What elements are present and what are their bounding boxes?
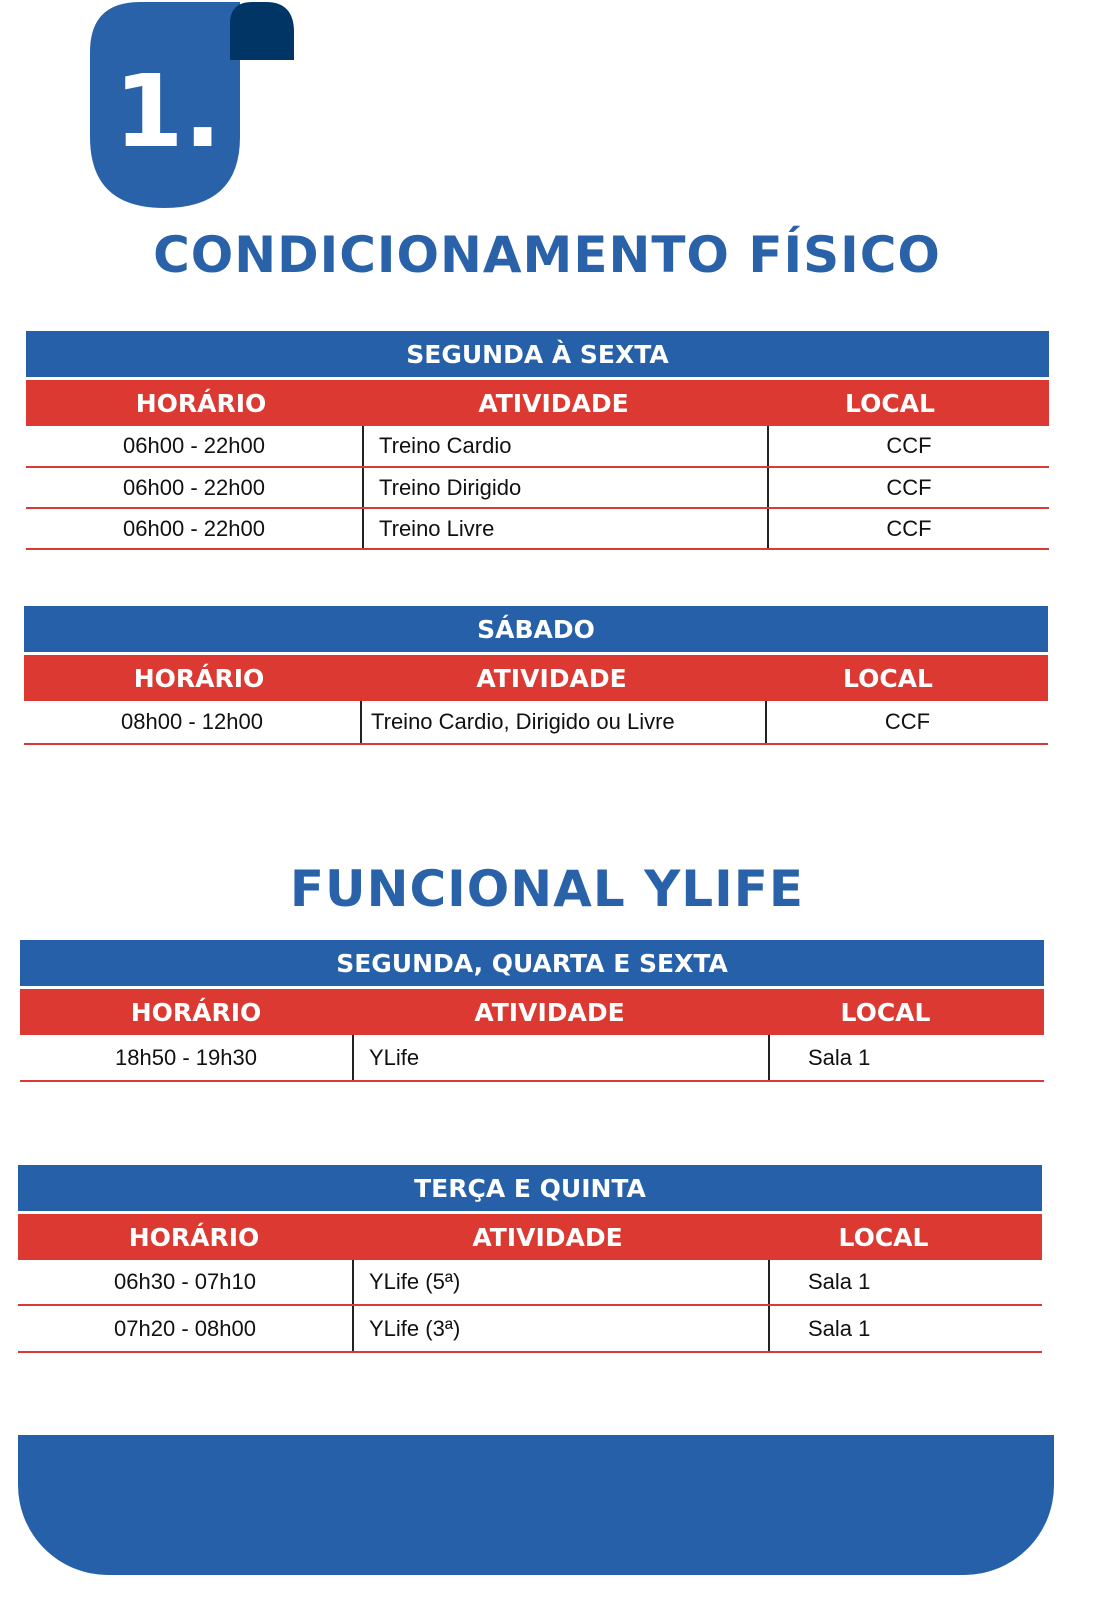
column-header-row [18,1214,1042,1260]
cell-horario: 06h00 - 22h00 [123,433,265,458]
badge-number: 1. [114,53,222,170]
table-row [26,468,1049,509]
table-row [26,426,1049,468]
column-header-horario: HORÁRIO [128,1222,260,1252]
table-row [26,509,1049,550]
column-header-local: LOCAL [843,663,933,693]
cell-local: CCF [765,701,1048,743]
cell-local: Sala 1 [768,1035,1044,1080]
column-header-row [20,989,1044,1035]
column-header-local: LOCAL [840,997,931,1027]
schedule-table-segunda-sexta [26,331,1049,550]
cell-local: Sala 1 [768,1306,1042,1351]
cell-atividade: Treino Cardio [362,426,767,466]
table-row [18,1260,1042,1306]
cell-horario: 06h00 - 22h00 [123,515,265,541]
footer-band [18,1435,1054,1575]
column-header-atividade: ATIVIDADE [472,1222,623,1252]
section-title-funcional: FUNCIONAL YLIFE [289,860,805,918]
column-header-atividade: ATIVIDADE [476,663,627,693]
column-header-atividade: ATIVIDADE [478,388,629,418]
cell-horario: 06h00 - 22h00 [123,474,265,500]
cell-atividade: YLife (5ª) [352,1260,768,1304]
cell-atividade: Treino Livre [362,509,767,548]
section-number-badge [90,2,294,208]
cell-atividade: Treino Dirigido [362,468,767,507]
table-row [18,1306,1042,1353]
column-header-horario: HORÁRIO [130,997,262,1027]
cell-horario: 07h20 - 08h00 [114,1315,256,1341]
table-row [24,701,1048,745]
day-header: SÁBADO [24,606,1048,652]
cell-local: CCF [767,426,1049,466]
schedule-table-terca-quinta [18,1165,1042,1353]
cell-atividade: YLife (3ª) [352,1306,768,1351]
schedule-table-sabado [24,606,1048,745]
table-row [20,1035,1044,1082]
day-header: SEGUNDA, QUARTA E SEXTA [20,940,1044,986]
cell-local: Sala 1 [768,1260,1042,1304]
column-header-horario: HORÁRIO [135,388,267,418]
day-header: TERÇA E QUINTA [18,1165,1042,1211]
day-header: SEGUNDA À SEXTA [26,331,1049,377]
cell-atividade: YLife [352,1035,768,1080]
column-header-local: LOCAL [838,1222,929,1252]
cell-atividade: Treino Cardio, Dirigido ou Livre [360,701,765,743]
column-header-horario: HORÁRIO [133,663,265,693]
column-header-atividade: ATIVIDADE [474,997,625,1027]
cell-horario: 18h50 - 19h30 [115,1044,257,1070]
schedule-table-segunda-quarta-sexta [20,940,1044,1082]
cell-local: CCF [767,468,1049,507]
column-header-local: LOCAL [845,388,935,418]
cell-horario: 06h30 - 07h10 [114,1269,256,1294]
cell-local: CCF [767,509,1049,548]
column-header-row [24,655,1048,701]
column-header-row [26,380,1049,426]
cell-horario: 08h00 - 12h00 [121,709,263,734]
section-title-condicionamento: CONDICIONAMENTO FÍSICO [153,226,941,284]
